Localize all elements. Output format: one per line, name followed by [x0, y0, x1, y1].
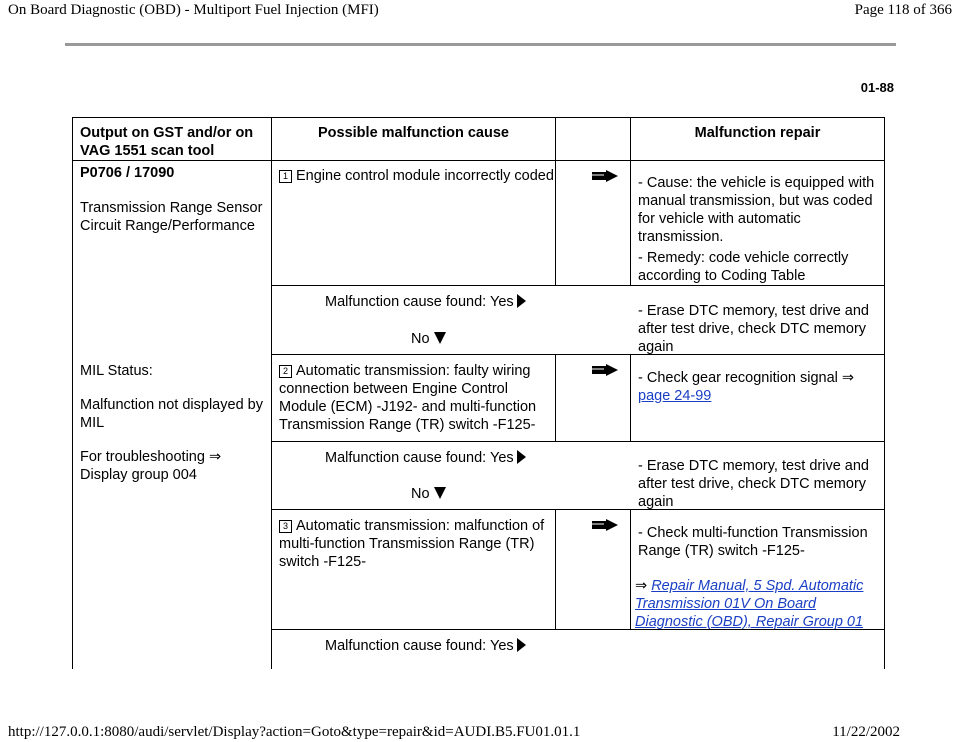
triangle-right-icon [517, 638, 526, 652]
table-border-left [72, 117, 73, 669]
col-divider-1 [271, 117, 272, 669]
col-divider-2a [555, 117, 556, 161]
fault-code: P0706 / 17090 [80, 165, 175, 181]
col-divider-2b [555, 160, 556, 286]
fault-name: Transmission Range Sensor Circuit Range/Performance [80, 200, 263, 234]
repair-3-reference [635, 577, 883, 631]
footer-url: http://127.0.0.1:8080/audi/servlet/Display?action=Goto&type=repair&id=AUDI.B5.FU01.01.1 [8, 724, 581, 740]
col-header-cause: Possible malfunction cause [318, 125, 509, 141]
page-indicator: Page 118 of 366 [854, 2, 952, 18]
arrow-right-icon [592, 170, 618, 182]
mil-status-label: MIL Status: [80, 363, 153, 379]
col-divider-3c [630, 354, 631, 442]
repair-2-text: - Check gear recognition signal ⇒ [638, 370, 855, 386]
col-header-repair: Malfunction repair [694, 125, 821, 141]
step-3-icon: 3 [279, 520, 292, 533]
cause-2 [279, 362, 554, 434]
found-no-1-text: No [411, 331, 430, 347]
repair-3: - Check multi-function Transmission Range (TR) switch -F125- [638, 525, 868, 559]
row-line-3 [271, 441, 885, 442]
cause-3-text: Automatic transmission: malfunction of multi-function Transmission Range (TR) switch -F125- [279, 518, 545, 570]
triangle-down-icon [434, 487, 446, 499]
found-yes-1-text: Malfunction cause found: Yes [325, 294, 514, 310]
erase-2: - Erase DTC memory, test drive and after test drive, check DTC memory again [638, 458, 869, 510]
found-no-2-text: No [411, 486, 430, 502]
arrow-right-icon [592, 519, 618, 531]
page-number: 01-88 [860, 80, 894, 95]
table-border-right [884, 117, 885, 669]
row-line-1 [271, 285, 885, 286]
arrow-right-icon [592, 364, 618, 376]
header-divider [72, 160, 885, 161]
troubleshooting-note: For troubleshooting ⇒ Display group 004 [80, 449, 222, 483]
mil-status-value: Malfunction not displayed by MIL [80, 397, 263, 431]
found-yes-2 [325, 449, 565, 467]
col-divider-3d [630, 509, 631, 630]
triangle-right-icon [517, 450, 526, 464]
header-rule [65, 43, 896, 46]
col-divider-2d [555, 509, 556, 630]
found-no-1 [411, 330, 471, 348]
step-2-icon: 2 [279, 365, 292, 378]
col-divider-2c [555, 354, 556, 442]
cause-1-text: Engine control module incorrectly coded [296, 168, 554, 184]
col-divider-3b [630, 160, 631, 286]
triangle-down-icon [434, 332, 446, 344]
found-yes-3-text: Malfunction cause found: Yes [325, 638, 514, 654]
found-yes-1 [325, 293, 565, 311]
page-24-99-link[interactable]: page 24-99 [638, 388, 712, 404]
erase-1: - Erase DTC memory, test drive and after test drive, check DTC memory again [638, 303, 869, 355]
table-border-top [72, 117, 885, 118]
cause-3 [279, 517, 554, 571]
cause-1 [279, 167, 554, 185]
found-no-2 [411, 485, 471, 503]
repair-1a: - Cause: the vehicle is equipped with manual transmission, but was coded for vehicle with automatic transmission. [638, 175, 875, 245]
diagnostic-table [72, 117, 885, 669]
repair-2 [638, 369, 883, 405]
footer-date: 11/22/2002 [832, 724, 900, 740]
repair-3-arrow: ⇒ [635, 578, 648, 594]
step-1-icon: 1 [279, 170, 292, 183]
repair-1b: - Remedy: code vehicle correctly according to Coding Table [638, 250, 849, 284]
cause-2-text: Automatic transmission: faulty wiring connection between Engine Control Module (ECM) -J192- and multi-function Transmission Range (TR) switch -F125- [279, 363, 537, 433]
triangle-right-icon [517, 294, 526, 308]
found-yes-2-text: Malfunction cause found: Yes [325, 450, 514, 466]
found-yes-3 [325, 637, 565, 655]
col-header-output: Output on GST and/or on VAG 1551 scan tool [80, 125, 254, 159]
document-title: On Board Diagnostic (OBD) - Multiport Fuel Injection (MFI) [8, 2, 379, 18]
repair-manual-link[interactable]: Repair Manual, 5 Spd. Automatic Transmission 01V On Board Diagnostic (OBD), Repair Group 01 [635, 578, 864, 630]
